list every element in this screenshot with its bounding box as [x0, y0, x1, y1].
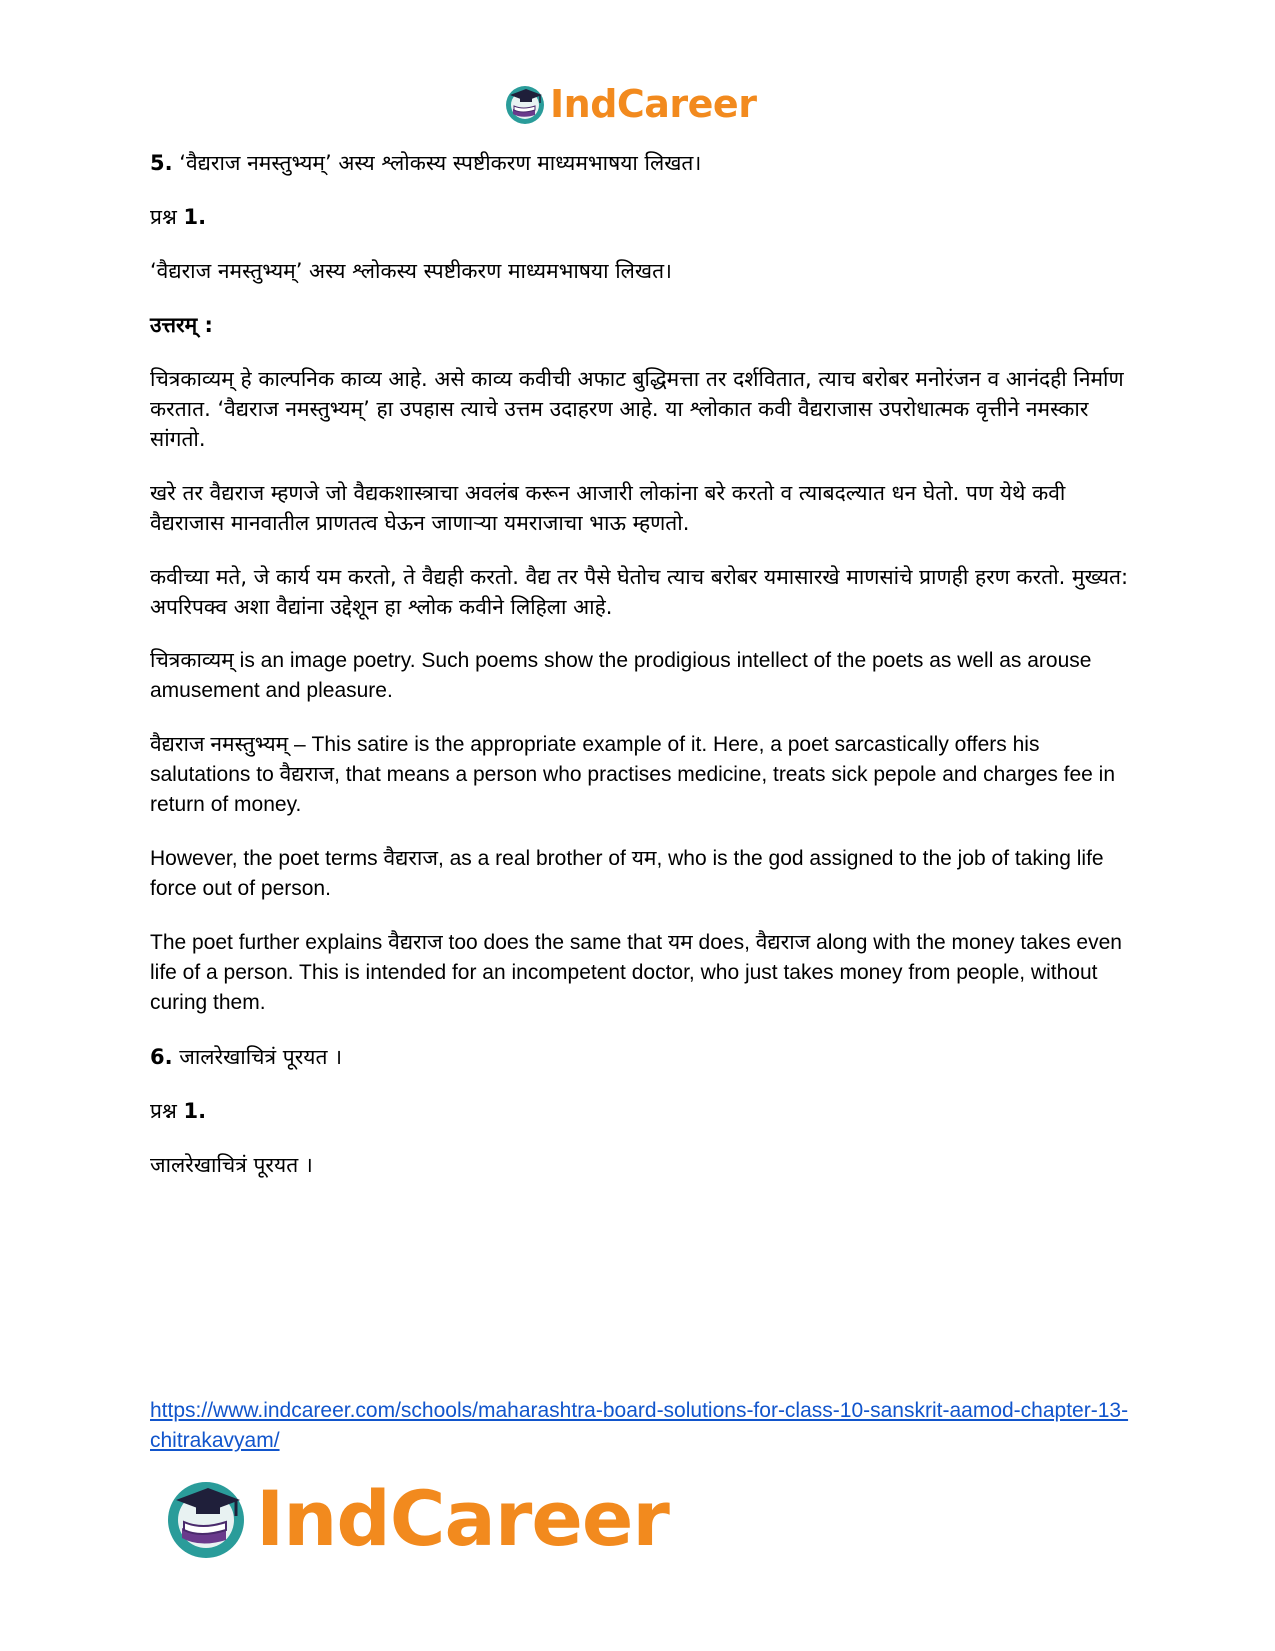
document-body: [150, 148, 1130, 1204]
answer-paragraph: खरे तर वैद्यराज म्हणजे जो वैद्यकशास्त्राचा अवलंब करून आजारी लोकांना बरे करतो व त्याबदल्यात धन घेतो. पण येथे कवी वैद्यराजास मानवातील प्राणतत्व घेऊन जाणाऱ्या यमराजाचा भाऊ म्हणतो.: [150, 481, 1066, 535]
prashna-number: 1.: [183, 205, 207, 229]
question-heading: [150, 148, 1130, 178]
english-paragraph: However, the poet terms वैद्यराज, as a real brother of यम, who is the god assigned to the job of taking life force out of person.: [150, 847, 1104, 900]
question-title: जालरेखाचित्रं पूरयत ।: [179, 1045, 343, 1069]
prashna-number: 1.: [183, 1099, 207, 1123]
question-heading: [150, 1042, 1130, 1072]
indcareer-logo-top: [502, 80, 756, 128]
question-text: ‘वैद्यराज नमस्तुभ्यम्’ अस्य श्लोकस्य स्पष्टीकरण माध्यमभाषया लिखत।: [150, 259, 673, 283]
answer-paragraph: कवीच्या मते, जे कार्य यम करतो, ते वैद्यही करतो. वैद्य तर पैसे घेतोच त्याच बरोबर यमासारखे माणसांचे प्राणही हरण करतो. मुख्यत: अपरिपक्व अशा वैद्यांना उद्देशून हा श्लोक कवीने लिहिला आहे.: [150, 565, 1129, 619]
source-link[interactable]: https://www.indcareer.com/schools/maharashtra-board-solutions-for-class-10-sanskrit-aamod-chapter-13-chitrakavyam/: [150, 1399, 1129, 1452]
english-paragraph: The poet further explains वैद्यराज too does the same that यम does, वैद्यराज along with the money takes even life of a person. This is intended for an incompetent doctor, who just takes money from people, without curing them.: [150, 931, 1122, 1014]
question-text: जालरेखाचित्रं पूरयत ।: [150, 1153, 313, 1177]
prashna-word: प्रश्न: [150, 1099, 177, 1123]
indcareer-logo-bottom: [160, 1470, 669, 1566]
prashna-word: प्रश्न: [150, 205, 177, 229]
answer-paragraph: चित्रकाव्यम् हे काल्पनिक काव्य आहे. असे काव्य कवीची अफाट बुद्धिमत्ता तर दर्शवितात, त्याच बरोबर मनोरंजन व आनंदही निर्माण करतात. ‘वैद्यराज नमस्तुभ्यम्’ हा उपहास त्याचे उत्तम उदाहरण आहे. या श्लोकात कवी वैद्यराजास उपरोधात्मक वृत्तीने नमस्कार सांगतो.: [150, 367, 1124, 451]
question-number: 5.: [150, 151, 173, 175]
prashna-label: [150, 1096, 1130, 1126]
answer-label-text: उत्तरम् :: [150, 313, 213, 337]
brand-name: IndCareer: [256, 1473, 669, 1563]
question-number: 6.: [150, 1045, 173, 1069]
answer-label: [150, 310, 1130, 340]
graduation-globe-icon: [160, 1472, 252, 1564]
brand-name: IndCareer: [550, 82, 757, 126]
english-paragraph: चित्रकाव्यम् is an image poetry. Such poems show the prodigious intellect of the poets as well as arouse amusement and pleasure.: [150, 649, 1092, 702]
question-title: ‘वैद्यराज नमस्तुभ्यम्’ अस्य श्लोकस्य स्पष्टीकरण माध्यमभाषया लिखत।: [179, 151, 702, 175]
graduation-globe-icon: [502, 81, 548, 127]
prashna-label: [150, 202, 1130, 232]
english-paragraph: वैद्यराज नमस्तुभ्यम् – This satire is the appropriate example of it. Here, a poet sarcastically offers his salutations to वैद्यराज, that means a person who practises medicine, treats sick pepole and charges fee in return of money.: [150, 733, 1116, 816]
